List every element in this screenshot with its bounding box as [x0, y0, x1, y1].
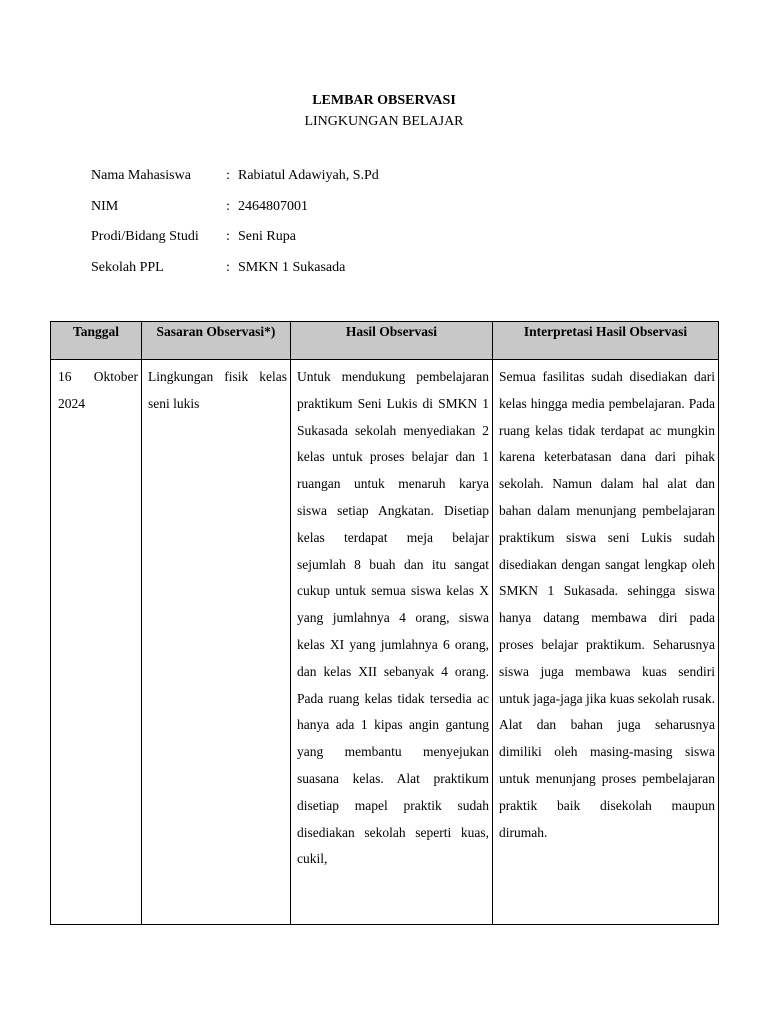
- table-header-row: [51, 322, 719, 360]
- observation-table: [50, 321, 719, 925]
- header-interpretasi: Interpretasi Hasil Observasi: [493, 322, 719, 360]
- cell-sasaran: Lingkungan fisik kelas seni lukis: [142, 360, 291, 925]
- info-row-prodi: [91, 228, 379, 259]
- student-info: [91, 167, 379, 289]
- info-row-nim: [91, 198, 379, 229]
- document-subtitle: LINGKUNGAN BELAJAR: [304, 114, 464, 129]
- header-sasaran: Sasaran Observasi*): [142, 322, 291, 360]
- info-colon: :: [226, 259, 230, 275]
- info-colon: :: [226, 168, 230, 183]
- cell-hasil: Untuk mendukung pembelajaran praktikum Seni Lukis di SMKN 1 Sukasada sekolah menyediakan 2 kelas untuk proses belajar dan 1 ruangan untuk menaruh karya siswa setiap Angkatan. Disetiap kelas terdapat meja belajar sejumlah 8 buah dan itu sangat cukup untuk semua siswa kelas X yang jumlahnya 4 orang, siswa kelas XI yang jumlahnya 6 orang, dan kelas XII sebanyak 4 orang. Pada ruang kelas tidak tersedia ac hanya ada 1 kipas angin gantung yang membantu menyejukan suasana kelas. Alat praktikum disetiap mapel praktik sudah disediakan sekolah seperti kuas, cukil,: [291, 360, 493, 925]
- info-value-nim: 2464807001: [238, 198, 308, 214]
- header-hasil: Hasil Observasi: [291, 322, 493, 360]
- document-title: LEMBAR OBSERVASI: [312, 93, 456, 108]
- info-row-sekolah: [91, 259, 379, 290]
- cell-interpretasi: Semua fasilitas sudah disediakan dari kelas hingga media pembelajaran. Pada ruang kelas tidak terdapat ac mungkin karena keterbatasan dana dari pihak sekolah. Namun dalam hal alat dan bahan dalam menunjang pembelajaran praktikum siswa seni Lukis sudah disediakan dengan sangat lengkap oleh SMKN 1 Sukasada. sehingga siswa hanya datang membawa diri pada proses belajar praktikum. Seharusnya siswa juga membawa kuas sendiri untuk jaga-jaga jika kuas sekolah rusak. Alat dan bahan juga seharusnya dimiliki oleh masing-masing siswa untuk menunjang proses pembelajaran praktik baik disekolah maupun dirumah.: [493, 360, 719, 925]
- info-label: Prodi/Bidang Studi: [91, 229, 199, 244]
- info-label: Nama Mahasiswa: [91, 168, 191, 183]
- info-value-prodi: Seni Rupa: [238, 229, 296, 244]
- info-value-nama: Rabiatul Adawiyah, S.Pd: [238, 168, 379, 183]
- info-colon: :: [226, 229, 230, 244]
- header-tanggal: Tanggal: [51, 322, 142, 360]
- info-row-nama: [91, 167, 379, 198]
- info-value-sekolah: SMKN 1 Sukasada: [238, 259, 346, 275]
- info-colon: :: [226, 198, 230, 214]
- info-label: NIM: [91, 198, 119, 214]
- cell-tanggal: 16 Oktober 2024: [51, 360, 142, 925]
- table-row: [51, 360, 719, 925]
- info-label: Sekolah PPL: [91, 259, 164, 275]
